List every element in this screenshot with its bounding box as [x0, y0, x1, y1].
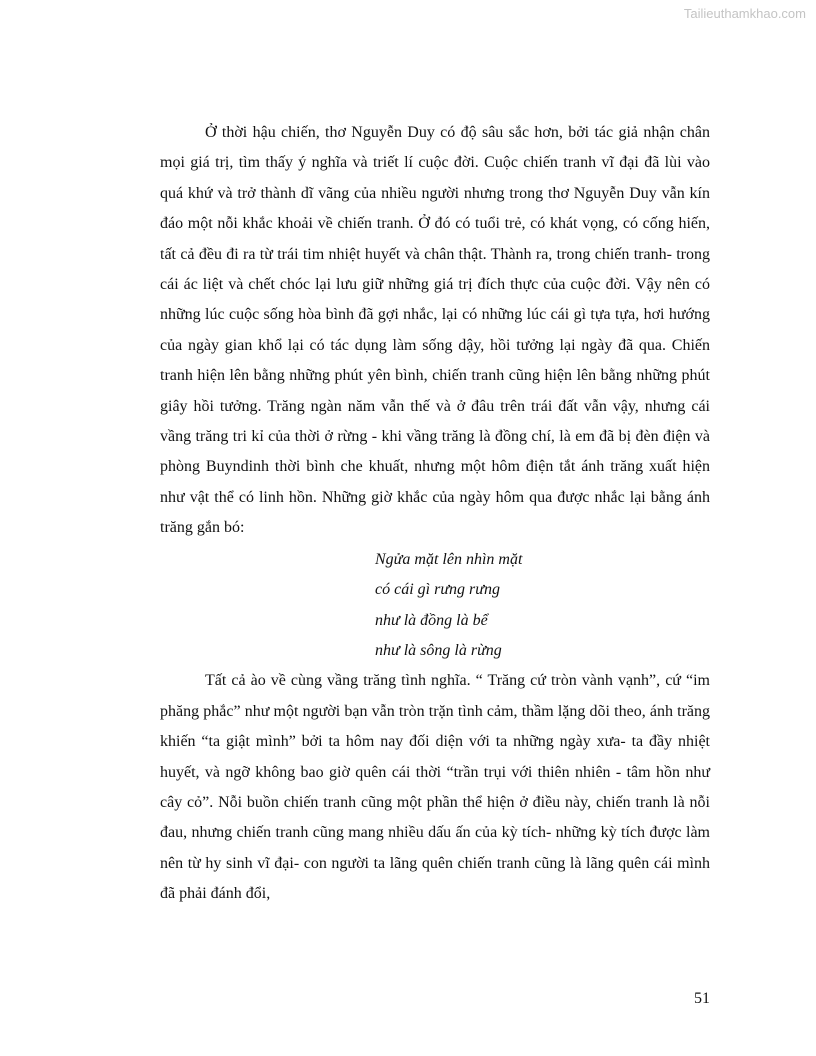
watermark: Tailieuthamkhao.com — [683, 6, 806, 21]
paragraph-1: Ở thời hậu chiến, thơ Nguyễn Duy có độ sâu sắc hơn, bởi tác giả nhận chân mọi giá trị, tìm thấy ý nghĩa và triết lí cuộc đời. Cuộc chiến tranh vĩ đại đã lùi vào quá khứ và trở thành dĩ vãng của nhiều người nhưng trong thơ Nguyễn Duy vẫn kín đáo một nỗi khắc khoải về chiến tranh. Ở đó có tuổi trẻ, có khát vọng, có cống hiến, tất cả đều đi ra từ trái tim nhiệt huyết và chân thật. Thành ra, trong chiến tranh- trong cái ác liệt và chết chóc lại lưu giữ những giá trị đích thực của cuộc đời. Vậy nên có những lúc cuộc sống hòa bình đã gợi nhắc, lại có những lúc cái gì tựa tựa, hơi hướng của ngày gian khổ lại có tác dụng làm sống dậy, hồi tưởng lại ngày đã qua. Chiến tranh hiện lên bằng những phút yên bình, chiến tranh cũng hiện lên bằng những phút giây hồi tưởng. Trăng ngàn năm vẫn thế và ở đâu trên trái đất vẫn vậy, nhưng cái vầng trăng tri kỉ của thời ở rừng - khi vầng trăng là đồng chí, là em đã bị đèn điện và phòng Buyndinh thời bình che khuất, nhưng một hôm điện tắt ánh trăng xuất hiện như vật thể có linh hồn. Những giờ khắc của ngày hôm qua được nhắc lại bằng ánh trăng gắn bó: — [160, 124, 710, 537]
paragraph-2: Tất cả ào về cùng vầng trăng tình nghĩa. “ Trăng cứ tròn vành vạnh”, cứ “im phăng phắc” như một người bạn vẫn tròn trặn tình cảm, thầm lặng dõi theo, ánh trăng khiến “ta giật mình” bởi ta hôm nay đối diện với ta những ngày xưa- ta đầy nhiệt huyết, và ngỡ không bao giờ quên cái thời “trần trụi với thiên nhiên - tâm hồn như cây cỏ”. Nỗi buồn chiến tranh cũng một phần thể hiện ở điều này, chiến tranh là nỗi đau, nhưng chiến tranh cũng mang nhiều dấu ấn của kỳ tích- những kỳ tích được làm nên từ hy sinh vĩ đại- con người ta lãng quên chiến tranh cũng là lãng quên cái mình đã phải đánh đổi, — [160, 672, 710, 903]
poem-line-2: có cái gì rưng rưng — [375, 581, 500, 599]
page-number: 51 — [694, 990, 710, 1007]
poem-line-4: như là sông là rừng — [375, 641, 502, 659]
poem-quote — [375, 545, 710, 667]
poem-line-3: như là đồng là bể — [375, 611, 488, 629]
poem-line-1: Ngửa mặt lên nhìn mặt — [375, 550, 523, 568]
document-body — [160, 118, 710, 910]
